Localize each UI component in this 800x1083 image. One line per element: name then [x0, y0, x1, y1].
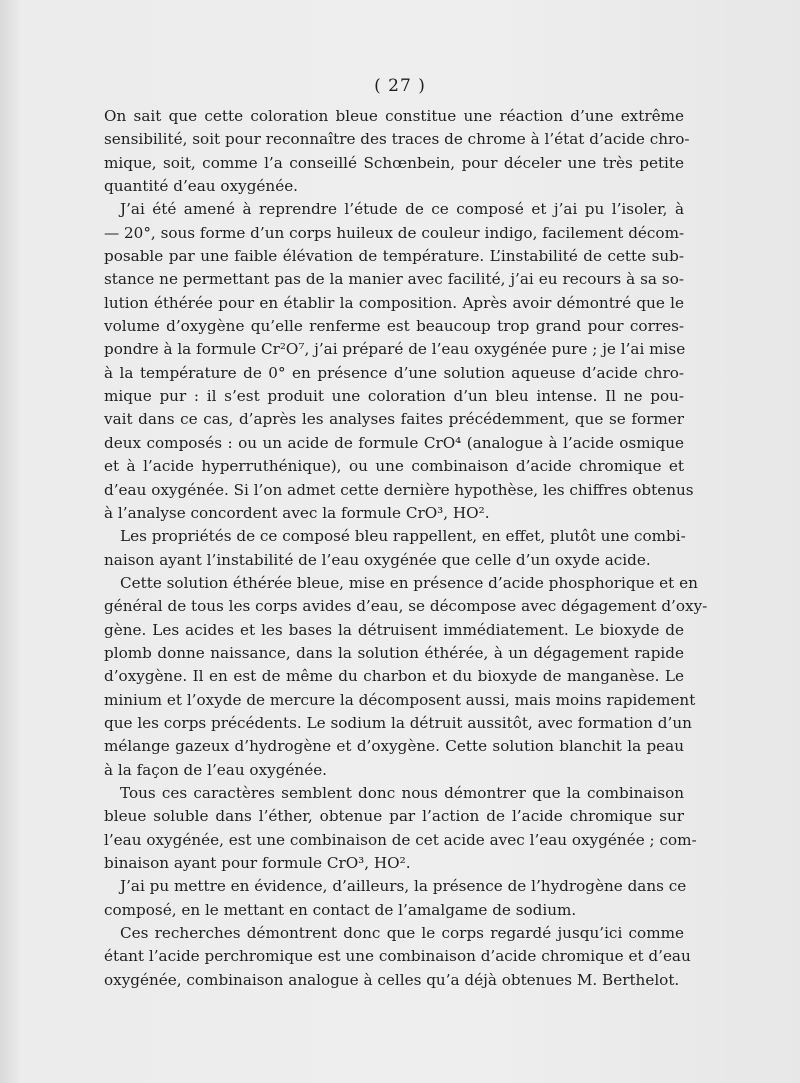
text-line: à la façon de l’eau oxygénée. — [104, 760, 328, 779]
text-line: Les propriétés de ce composé bleu rappellent, en effet, plutôt une combi- — [120, 527, 686, 546]
text-line: mique, soit, comme l’a conseillé Schœnbein, pour déceler une très petite — [104, 153, 684, 172]
paragraph — [104, 782, 697, 875]
text-line: quantité d’eau oxygénée. — [104, 177, 299, 196]
text-line: composé, en le mettant en contact de l’amalgame de sodium. — [104, 900, 577, 919]
body-text — [104, 105, 708, 992]
paragraph — [104, 922, 691, 992]
text-line: étant l’acide perchromique est une combinaison d’acide chromique et d’eau — [104, 947, 691, 966]
text-line: pondre à la formule Cr²O⁷, j’ai préparé de l’eau oxygénée pure ; je l’ai mise — [104, 340, 686, 359]
text-line: et à l’acide hyperruthénique), ou une combinaison d’acide chromique et — [104, 457, 684, 476]
text-line: J’ai pu mettre en évidence, d’ailleurs, la présence de l’hydrogène dans ce — [120, 877, 687, 896]
text-line: bleue soluble dans l’éther, obtenue par l’action de l’acide chromique sur — [104, 807, 684, 826]
text-line: d’eau oxygénée. Si l’on admet cette dernière hypothèse, les chiffres obtenus — [104, 480, 694, 499]
text-line: l’eau oxygénée, est une combinaison de cet acide avec l’eau oxygénée ; com- — [104, 830, 697, 849]
text-line: On sait que cette coloration bleue constitue une réaction d’une extrême — [104, 107, 684, 125]
text-line: posable par une faible élévation de température. L’instabilité de cette sub- — [104, 247, 684, 266]
text-line: lution éthérée pour en établir la composition. Après avoir démontré que le — [104, 293, 684, 312]
paragraph — [104, 105, 690, 198]
text-line: à l’analyse concordent avec la formule CrO³, HO². — [104, 503, 490, 522]
text-line: plomb donne naissance, dans la solution éthérée, à un dégagement rapide — [104, 643, 684, 662]
text-line: — 20°, sous forme d’un corps huileux de couleur indigo, facilement décom- — [104, 223, 685, 242]
paragraph — [104, 875, 687, 922]
page-number: ( 27 ) — [374, 76, 426, 96]
text-line: mique pur : il s’est produit une coloration d’un bleu intense. Il ne pou- — [104, 387, 684, 406]
text-line: J’ai été amené à reprendre l’étude de ce composé et j’ai pu l’isoler, à — [120, 200, 684, 219]
text-line: naison ayant l’instabilité de l’eau oxygénée que celle d’un oxyde acide. — [104, 550, 651, 569]
text-line: stance ne permettant pas de la manier avec facilité, j’ai eu recours à sa so- — [104, 270, 684, 289]
text-line: volume d’oxygène qu’elle renferme est beaucoup trop grand pour corres- — [104, 317, 684, 336]
text-line: binaison ayant pour formule CrO³, HO². — [104, 854, 411, 872]
paragraph — [104, 198, 694, 525]
text-line: gène. Les acides et les bases la détruisent immédiatement. Le bioxyde de — [104, 620, 684, 639]
text-line: Ces recherches démontrent donc que le corps regardé jusqu’ici comme — [120, 924, 684, 943]
text-line: général de tous les corps avides d’eau, se décompose avec dégagement d’oxy- — [104, 597, 708, 616]
text-line: Tous ces caractères semblent donc nous démontrer que la combinaison — [120, 783, 684, 802]
text-line: oxygénée, combinaison analogue à celles qu’a déjà obtenues M. Berthelot. — [104, 970, 680, 989]
text-line: sensibilité, soit pour reconnaître des traces de chrome à l’état d’acide chro- — [104, 130, 690, 149]
text-line: Cette solution éthérée bleue, mise en présence d’acide phosphorique et en — [120, 573, 698, 592]
text-line: à la température de 0° en présence d’une solution aqueuse d’acide chro- — [104, 363, 684, 382]
text-line: que les corps précédents. Le sodium la détruit aussitôt, avec formation d’un — [104, 713, 692, 732]
text-line: d’oxygène. Il en est de même du charbon et du bioxyde de manganèse. Le — [104, 667, 684, 686]
text-line: vait dans ce cas, d’après les analyses faites précédemment, que se former — [104, 410, 684, 429]
text-line: mélange gazeux d’hydrogène et d’oxygène. Cette solution blanchit la peau — [104, 737, 684, 756]
paragraph — [104, 525, 684, 572]
text-line: minium et l’oxyde de mercure la décomposent aussi, mais moins rapidement — [104, 690, 696, 709]
paragraph — [104, 572, 708, 782]
text-line: deux composés : ou un acide de formule CrO⁴ (analogue à l’acide osmique — [104, 433, 684, 452]
